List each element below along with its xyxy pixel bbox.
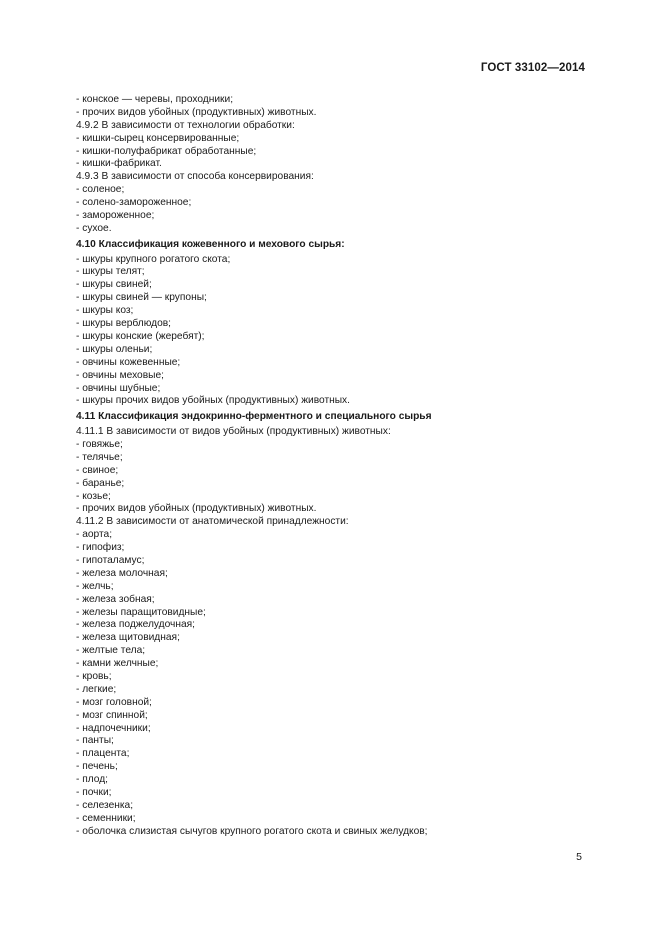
list-item: - аорта;: [76, 529, 113, 541]
subsection-line: 4.11.2 В зависимости от анатомической принадлежности:: [76, 516, 349, 528]
list-item: - железы паращитовидные;: [76, 606, 206, 618]
list-item: - прочих видов убойных (продуктивных) животных.: [76, 503, 317, 515]
list-item: - шкуры прочих видов убойных (продуктивных) животных.: [76, 395, 350, 407]
list-item: - соленое;: [76, 184, 125, 196]
list-item: - кровь;: [76, 671, 112, 682]
list-item: - шкуры телят;: [76, 266, 145, 278]
list-item: - шкуры коз;: [76, 305, 134, 317]
list-item: - железа молочная;: [76, 567, 168, 579]
page-number: 5: [576, 851, 582, 863]
document-code: ГОСТ 33102—2014: [480, 62, 585, 74]
list-item: - почки;: [76, 787, 112, 799]
list-item: - сухое.: [76, 222, 112, 234]
list-item: - железа поджелудочная;: [76, 619, 195, 631]
list-item: - прочих видов убойных (продуктивных) животных.: [76, 106, 317, 118]
list-item: - надпочечники;: [76, 722, 151, 734]
list-item: - шкуры конские (жеребят);: [76, 330, 205, 342]
list-item: - шкуры свиней — крупоны;: [76, 292, 207, 304]
list-item: - железа зобная;: [76, 593, 155, 605]
list-item: - кишки-фабрикат.: [76, 158, 162, 170]
list-item: - желтые тела;: [76, 645, 146, 657]
list-item: - легкие;: [76, 683, 117, 695]
list-item: - замороженное;: [76, 210, 155, 222]
list-item: - солено-замороженное;: [76, 197, 192, 209]
subsection-line: 4.9.2 В зависимости от технологии обработки:: [76, 119, 295, 131]
list-item: - гипофиз;: [76, 542, 125, 554]
list-item: - мозг спинной;: [76, 709, 148, 721]
section-heading: 4.11 Классификация эндокринно-ферментного и специального сырья: [76, 411, 432, 423]
list-item: - свиное;: [76, 464, 119, 476]
list-item: - конское — черевы, проходники;: [76, 94, 234, 105]
document-body: [76, 94, 596, 839]
list-item: - камни желчные;: [76, 658, 159, 670]
list-item: - мозг головной;: [76, 696, 152, 708]
list-item: - говяжье;: [76, 438, 123, 450]
list-item: - шкуры свиней;: [76, 279, 152, 291]
list-item: - баранье;: [76, 477, 125, 489]
list-item: - козье;: [76, 490, 111, 502]
list-item: - железа щитовидная;: [76, 632, 180, 644]
list-item: - овчины кожевенные;: [76, 356, 181, 368]
list-item: - печень;: [76, 761, 118, 773]
list-item: - желчь;: [76, 580, 114, 592]
list-item: - кишки-полуфабрикат обработанные;: [76, 145, 257, 157]
list-item: - телячье;: [76, 451, 123, 463]
list-item: - овчины меховые;: [76, 369, 164, 381]
subsection-line: 4.9.3 В зависимости от способа консервирования:: [76, 171, 314, 183]
list-item: - панты;: [76, 735, 114, 747]
list-item: - плацента;: [76, 748, 130, 760]
list-item: - шкуры верблюдов;: [76, 318, 171, 330]
list-item: - плод;: [76, 774, 109, 786]
list-item: - гипоталамус;: [76, 554, 145, 566]
list-item: - селезенка;: [76, 799, 134, 811]
subsection-line: 4.11.1 В зависимости от видов убойных (продуктивных) животных:: [76, 426, 391, 438]
list-item: - овчины шубные;: [76, 382, 161, 394]
list-item: - оболочка слизистая сычугов крупного рогатого скота и свиных желудков;: [76, 825, 428, 837]
list-item: - семенники;: [76, 812, 136, 824]
list-item: - шкуры крупного рогатого скота;: [76, 253, 231, 265]
list-item: - кишки-сырец консервированные;: [76, 132, 240, 144]
section-heading: 4.10 Классификация кожевенного и мехового сырья:: [76, 238, 345, 250]
list-item: - шкуры оленьи;: [76, 343, 153, 355]
